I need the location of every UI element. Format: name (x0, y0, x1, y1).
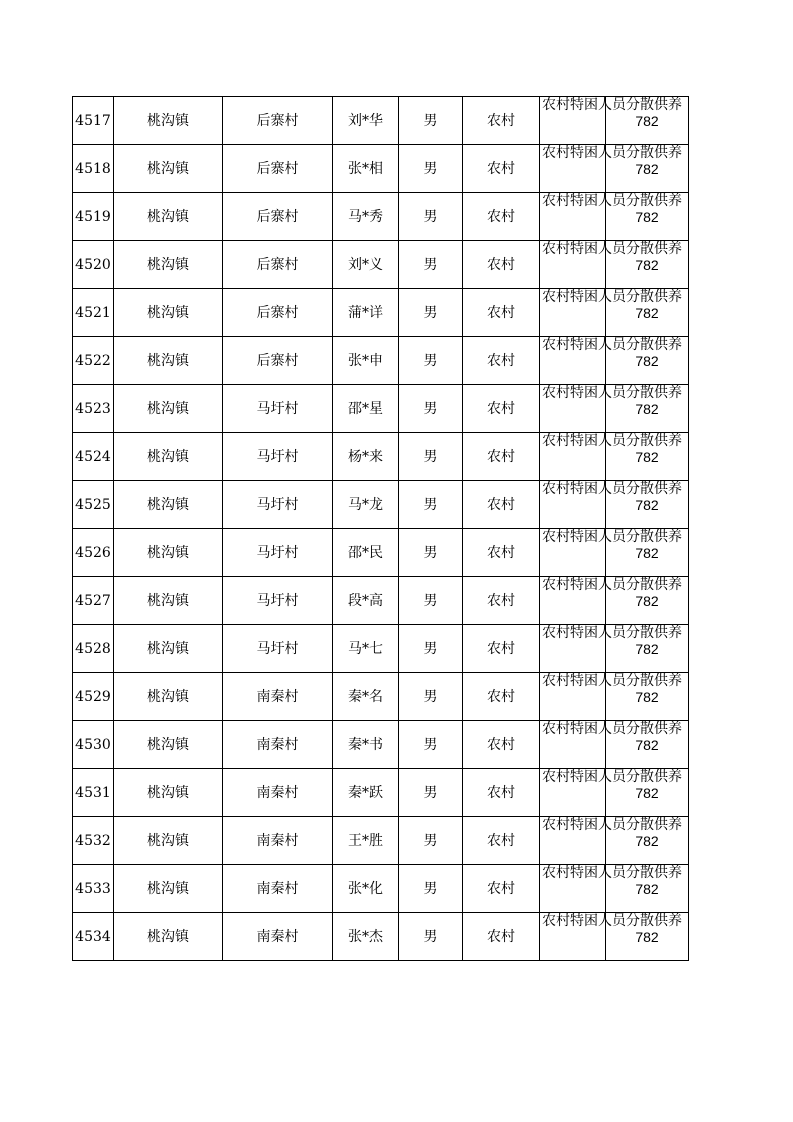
cell-name: 秦*跃 (333, 769, 399, 817)
table-row (73, 289, 689, 337)
category-text: 农村特困人员分散供养 (542, 721, 682, 737)
table-row (73, 193, 689, 241)
cell-village: 南秦村 (223, 673, 333, 721)
cell-town: 桃沟镇 (114, 433, 223, 481)
cell-gender: 男 (399, 817, 463, 865)
cell-gender: 男 (399, 433, 463, 481)
cell-gender: 男 (399, 529, 463, 577)
cell-residence: 农村 (463, 241, 540, 289)
cell-amount: 782 (606, 817, 689, 865)
cell-gender: 男 (399, 193, 463, 241)
cell-village: 马圩村 (223, 385, 333, 433)
cell-town: 桃沟镇 (114, 337, 223, 385)
table-row (73, 337, 689, 385)
cell-town: 桃沟镇 (114, 241, 223, 289)
cell-gender: 男 (399, 769, 463, 817)
cell-name: 刘*华 (333, 97, 399, 145)
cell-amount: 782 (606, 577, 689, 625)
cell-gender: 男 (399, 577, 463, 625)
cell-name: 王*胜 (333, 817, 399, 865)
cell-amount: 782 (606, 865, 689, 913)
category-text: 农村特困人员分散供养 (542, 769, 682, 785)
roster-table (72, 96, 689, 961)
cell-name: 杨*来 (333, 433, 399, 481)
cell-village: 南秦村 (223, 769, 333, 817)
cell-id: 4526 (73, 529, 114, 577)
cell-village: 马圩村 (223, 529, 333, 577)
category-text: 农村特困人员分散供养 (542, 289, 682, 305)
cell-id: 4520 (73, 241, 114, 289)
category-text: 农村特困人员分散供养 (542, 481, 682, 497)
cell-town: 桃沟镇 (114, 481, 223, 529)
cell-gender: 男 (399, 289, 463, 337)
cell-residence: 农村 (463, 97, 540, 145)
category-text: 农村特困人员分散供养 (542, 385, 682, 401)
cell-id: 4522 (73, 337, 114, 385)
cell-village: 南秦村 (223, 817, 333, 865)
cell-name: 秦*名 (333, 673, 399, 721)
cell-residence: 农村 (463, 193, 540, 241)
cell-gender: 男 (399, 481, 463, 529)
cell-id: 4523 (73, 385, 114, 433)
table-row (73, 769, 689, 817)
cell-amount: 782 (606, 337, 689, 385)
cell-name: 张*杰 (333, 913, 399, 961)
table-row (73, 529, 689, 577)
category-text: 农村特困人员分散供养 (542, 577, 682, 593)
category-text: 农村特困人员分散供养 (542, 433, 682, 449)
cell-amount: 782 (606, 241, 689, 289)
table-row (73, 385, 689, 433)
cell-name: 马*秀 (333, 193, 399, 241)
cell-amount: 782 (606, 481, 689, 529)
table-row (73, 721, 689, 769)
cell-gender: 男 (399, 385, 463, 433)
cell-town: 桃沟镇 (114, 865, 223, 913)
category-text: 农村特困人员分散供养 (542, 625, 682, 641)
cell-residence: 农村 (463, 337, 540, 385)
cell-amount: 782 (606, 769, 689, 817)
cell-town: 桃沟镇 (114, 529, 223, 577)
cell-id: 4534 (73, 913, 114, 961)
cell-gender: 男 (399, 97, 463, 145)
cell-town: 桃沟镇 (114, 817, 223, 865)
cell-name: 刘*义 (333, 241, 399, 289)
cell-residence: 农村 (463, 145, 540, 193)
cell-id: 4527 (73, 577, 114, 625)
cell-village: 后寨村 (223, 97, 333, 145)
cell-id: 4528 (73, 625, 114, 673)
cell-id: 4521 (73, 289, 114, 337)
cell-gender: 男 (399, 241, 463, 289)
cell-name: 邵*星 (333, 385, 399, 433)
cell-gender: 男 (399, 673, 463, 721)
cell-residence: 农村 (463, 865, 540, 913)
table-row (73, 913, 689, 961)
category-text: 农村特困人员分散供养 (542, 529, 682, 545)
cell-amount: 782 (606, 97, 689, 145)
category-text: 农村特困人员分散供养 (542, 913, 682, 929)
cell-residence: 农村 (463, 289, 540, 337)
table-row (73, 817, 689, 865)
cell-id: 4517 (73, 97, 114, 145)
cell-amount: 782 (606, 193, 689, 241)
cell-id: 4518 (73, 145, 114, 193)
table-row (73, 673, 689, 721)
cell-name: 张*相 (333, 145, 399, 193)
cell-village: 南秦村 (223, 721, 333, 769)
cell-town: 桃沟镇 (114, 769, 223, 817)
cell-village: 马圩村 (223, 481, 333, 529)
table-row (73, 481, 689, 529)
cell-village: 南秦村 (223, 865, 333, 913)
cell-name: 蒲*详 (333, 289, 399, 337)
category-text: 农村特困人员分散供养 (542, 145, 682, 161)
cell-name: 张*化 (333, 865, 399, 913)
cell-gender: 男 (399, 625, 463, 673)
cell-residence: 农村 (463, 433, 540, 481)
cell-amount: 782 (606, 385, 689, 433)
cell-name: 邵*民 (333, 529, 399, 577)
category-text: 农村特困人员分散供养 (542, 673, 682, 689)
table-row (73, 577, 689, 625)
cell-village: 南秦村 (223, 913, 333, 961)
cell-id: 4525 (73, 481, 114, 529)
cell-town: 桃沟镇 (114, 913, 223, 961)
cell-amount: 782 (606, 529, 689, 577)
cell-amount: 782 (606, 289, 689, 337)
cell-village: 后寨村 (223, 289, 333, 337)
category-text: 农村特困人员分散供养 (542, 865, 682, 881)
cell-village: 马圩村 (223, 625, 333, 673)
cell-gender: 男 (399, 337, 463, 385)
cell-gender: 男 (399, 865, 463, 913)
cell-town: 桃沟镇 (114, 97, 223, 145)
cell-amount: 782 (606, 625, 689, 673)
table-row (73, 625, 689, 673)
cell-residence: 农村 (463, 529, 540, 577)
table-row (73, 97, 689, 145)
cell-residence: 农村 (463, 577, 540, 625)
cell-residence: 农村 (463, 625, 540, 673)
cell-residence: 农村 (463, 385, 540, 433)
cell-name: 马*七 (333, 625, 399, 673)
roster-table-body (73, 97, 689, 961)
cell-id: 4529 (73, 673, 114, 721)
cell-name: 段*高 (333, 577, 399, 625)
category-text: 农村特困人员分散供养 (542, 337, 682, 353)
cell-village: 后寨村 (223, 193, 333, 241)
cell-residence: 农村 (463, 481, 540, 529)
cell-town: 桃沟镇 (114, 625, 223, 673)
cell-name: 马*龙 (333, 481, 399, 529)
cell-residence: 农村 (463, 721, 540, 769)
cell-id: 4531 (73, 769, 114, 817)
category-text: 农村特困人员分散供养 (542, 241, 682, 257)
table-row (73, 241, 689, 289)
cell-name: 秦*书 (333, 721, 399, 769)
category-text: 农村特困人员分散供养 (542, 193, 682, 209)
cell-id: 4530 (73, 721, 114, 769)
cell-village: 后寨村 (223, 337, 333, 385)
cell-gender: 男 (399, 721, 463, 769)
cell-town: 桃沟镇 (114, 577, 223, 625)
cell-amount: 782 (606, 145, 689, 193)
cell-town: 桃沟镇 (114, 289, 223, 337)
cell-id: 4519 (73, 193, 114, 241)
cell-village: 马圩村 (223, 433, 333, 481)
cell-residence: 农村 (463, 769, 540, 817)
cell-town: 桃沟镇 (114, 193, 223, 241)
cell-town: 桃沟镇 (114, 721, 223, 769)
category-text: 农村特困人员分散供养 (542, 817, 682, 833)
cell-village: 马圩村 (223, 577, 333, 625)
cell-residence: 农村 (463, 673, 540, 721)
cell-amount: 782 (606, 913, 689, 961)
table-row (73, 433, 689, 481)
cell-amount: 782 (606, 433, 689, 481)
cell-town: 桃沟镇 (114, 673, 223, 721)
cell-gender: 男 (399, 145, 463, 193)
cell-name: 张*申 (333, 337, 399, 385)
cell-id: 4533 (73, 865, 114, 913)
cell-amount: 782 (606, 673, 689, 721)
cell-amount: 782 (606, 721, 689, 769)
category-text: 农村特困人员分散供养 (542, 97, 682, 113)
cell-id: 4524 (73, 433, 114, 481)
table-row (73, 865, 689, 913)
cell-town: 桃沟镇 (114, 145, 223, 193)
cell-village: 后寨村 (223, 241, 333, 289)
cell-village: 后寨村 (223, 145, 333, 193)
cell-gender: 男 (399, 913, 463, 961)
cell-residence: 农村 (463, 817, 540, 865)
cell-residence: 农村 (463, 913, 540, 961)
cell-id: 4532 (73, 817, 114, 865)
table-row (73, 145, 689, 193)
cell-town: 桃沟镇 (114, 385, 223, 433)
